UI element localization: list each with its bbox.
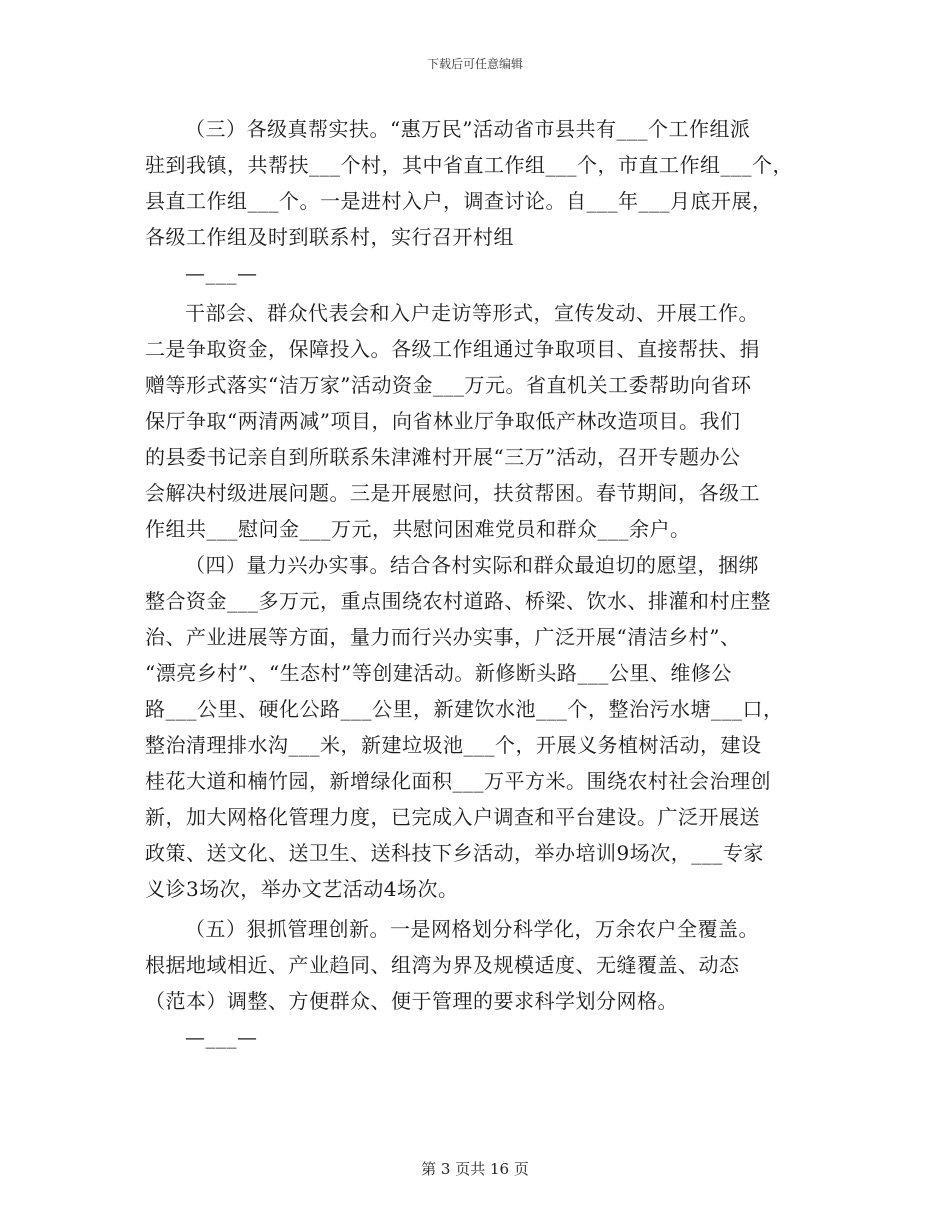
text-line: 的县委书记亲自到所联系朱津滩村开展“三万”活动，召开专题办公 — [145, 445, 741, 469]
text-line: 路___公里、硬化公路___公里，新建饮水池___个，整治污水塘___口， — [145, 697, 784, 721]
text-line: 保厅争取“两清两减”项目，向省林业厅争取低产林改造项目。我们 — [145, 409, 741, 433]
page-footer: 第 3 页共 16 页 — [421, 1160, 529, 1178]
text-line: 干部会、群众代表会和入户走访等形式，宣传发动、开展工作。 — [185, 301, 759, 325]
text-line: 作组共___慰问金___万元，共慰问困难党员和群众___余户。 — [145, 517, 691, 541]
text-line: 义诊3场次，举办文艺活动4场次。 — [145, 877, 459, 901]
text-line: 赠等形式落实“洁万家”活动资金___万元。省直机关工委帮助向省环 — [145, 373, 752, 397]
text-line: 县直工作组___个。一是进村入户，调查讨论。自___年___月底开展， — [145, 189, 773, 213]
text-line: 新，加大网格化管理力度，已完成入户调查和平台建设。广泛开展送 — [145, 805, 760, 829]
text-line: 桂花大道和楠竹园，新增绿化面积___万平方米。围绕农村社会治理创 — [145, 769, 771, 793]
page-header: 下载后可任意编辑 — [426, 57, 523, 71]
text-line: 驻到我镇，共帮扶___个村，其中省直工作组___个，市直工作组___个， — [145, 153, 793, 177]
text-line: （五）狠抓管理创新。一是网格划分科学化，万余农户全覆盖。 — [185, 917, 759, 941]
text-line: （三）各级真帮实扶。“惠万民”活动省市县共有___个工作组派 — [185, 117, 751, 141]
page-separator: —___— — [185, 261, 258, 285]
text-line: （四）量力兴办实事。结合各村实际和群众最迫切的愿望，捆绑 — [185, 553, 759, 577]
text-line: 二是争取资金，保障投入。各级工作组通过争取项目、直接帮扶、捐 — [145, 337, 760, 361]
text-line: 根据地域相近、产业趋同、组湾为界及规模适度、无缝覆盖、动态 — [145, 953, 740, 977]
text-line: “漂亮乡村”、“生态村”等创建活动。新修断头路___公里、维修公 — [145, 661, 732, 685]
text-line: 会解决村级进展问题。三是开展慰问，扶贫帮困。春节期间，各级工 — [145, 481, 760, 505]
text-line: 整治清理排水沟___米，新建垃圾池___个，开展义务植树活动，建设 — [145, 733, 762, 757]
text-line: （范本）调整、方便群众、便于管理的要求科学划分网格。 — [145, 989, 678, 1013]
page-separator: —___— — [185, 1025, 258, 1049]
text-line: 各级工作组及时到联系村，实行召开村组 — [145, 225, 514, 249]
text-line: 整合资金___多万元，重点围绕农村道路、桥梁、饮水、排灌和村庄整 — [145, 589, 771, 613]
text-line: 治、产业进展等方面，量力而行兴办实事，广泛开展“清洁乡村”、 — [145, 625, 741, 649]
text-line: 政策、送文化、送卫生、送科技下乡活动，举办培训9场次，___专家 — [145, 841, 764, 865]
